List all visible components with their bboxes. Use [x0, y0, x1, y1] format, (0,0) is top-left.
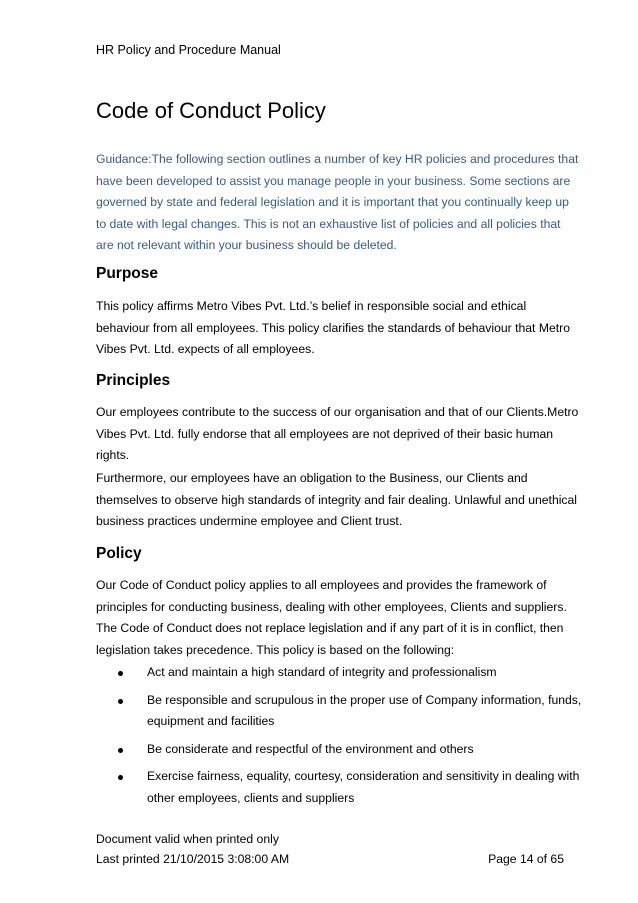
paragraph-line: Vibes Pvt. Ltd. fully endorse that all employees are not deprived of their basic human	[96, 426, 554, 441]
paragraph-line: rights.	[96, 448, 130, 463]
guidance-line: Guidance:The following section outlines a number of key HR policies and procedures that	[96, 152, 579, 166]
paragraph-line: Our employees contribute to the success of our organisation and that of our Clients.Metro	[96, 405, 579, 419]
footer-page-number: Page 14 of 65	[488, 852, 564, 866]
paragraph-line: Vibes Pvt. Ltd. expects of all employees.	[96, 342, 315, 357]
principles-heading: Principles	[96, 372, 171, 389]
policy-heading: Policy	[96, 545, 142, 562]
paragraph-line: Furthermore, our employees have an obligation to the Business, our Clients and	[96, 471, 528, 485]
paragraph-line: behaviour from all employees. This policy clarifies the standards of behaviour that Metro	[96, 320, 570, 335]
paragraph-line: The Code of Conduct does not replace legislation and if any part of it is in conflict, then	[96, 621, 564, 636]
footer-validity-note: Document valid when printed only	[96, 832, 279, 846]
footer-last-printed: Last printed 21/10/2015 3:08:00 AM	[96, 852, 290, 866]
policy-paragraph	[96, 575, 576, 661]
principles-paragraph-1	[96, 402, 579, 467]
bullet-text: equipment and facilities	[147, 714, 275, 729]
bullet-text: Be responsible and scrupulous in the proper use of Company information, funds,	[147, 692, 582, 707]
guidance-line: governed by state and federal legislation and it is important that you continually keep up	[96, 195, 569, 210]
list-item	[96, 766, 580, 809]
guidance-line: are not relevant within your business should be deleted.	[96, 238, 397, 253]
running-header: HR Policy and Procedure Manual	[96, 43, 281, 57]
bullet-text: Be considerate and respectful of the environment and others	[147, 741, 474, 756]
paragraph-line: This policy affirms Metro Vibes Pvt. Ltd.’s belief in responsible social and ethical	[96, 299, 527, 313]
guidance-line: to date with legal changes. This is not an exhaustive list of policies and all policies that	[96, 216, 561, 231]
guidance-line: have been developed to assist you manage people in your business. Some sections are	[96, 173, 571, 188]
list-item	[96, 690, 582, 733]
page-title: Code of Conduct Policy	[96, 98, 326, 123]
paragraph-line: principles for conducting business, dealing with other employees, Clients and suppliers.	[96, 599, 567, 614]
list-item	[96, 662, 576, 684]
purpose-paragraph	[96, 296, 576, 361]
paragraph-line: business practices undermine employee and Client trust.	[96, 514, 403, 529]
bullet-dot-icon	[118, 699, 123, 704]
bullet-dot-icon	[118, 748, 123, 753]
paragraph-line: themselves to observe high standards of integrity and fair dealing. Unlawful and unethical	[96, 492, 578, 507]
bullet-text: Act and maintain a high standard of integrity and professionalism	[147, 665, 497, 679]
bullet-text: other employees, clients and suppliers	[147, 790, 355, 805]
list-item	[96, 739, 576, 761]
principles-paragraph-2	[96, 468, 576, 533]
paragraph-line: Our Code of Conduct policy applies to all employees and provides the framework of	[96, 578, 547, 592]
guidance-note	[96, 149, 579, 257]
bullet-dot-icon	[118, 775, 123, 780]
policy-bullet-list	[96, 662, 582, 816]
paragraph-line: legislation takes precedence. This policy is based on the following:	[96, 642, 455, 657]
bullet-dot-icon	[118, 671, 123, 676]
bullet-text: Exercise fairness, equality, courtesy, consideration and sensitivity in dealing with	[147, 769, 580, 784]
purpose-heading: Purpose	[96, 265, 159, 282]
